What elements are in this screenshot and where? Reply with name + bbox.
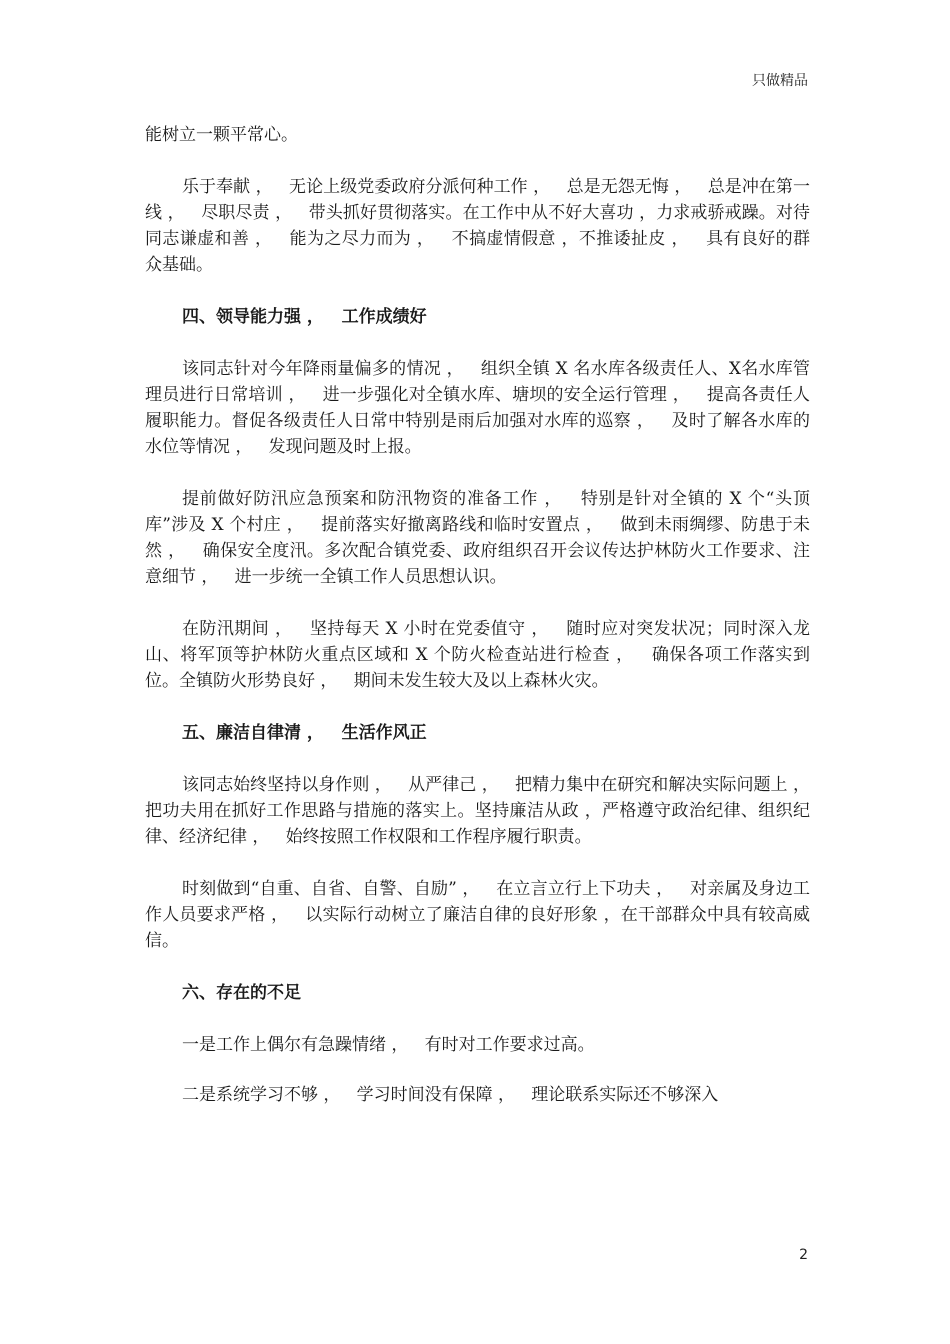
section-heading-6: 六、存在的不足 bbox=[182, 983, 301, 1003]
section-heading-5: 五、廉洁自律清 ， 生活作风正 bbox=[182, 723, 427, 743]
paragraph-flood-duty: 在防汛期间 ， 坚持每天 X 小时在党委值守 ， 随时应对突发状况；同时深入龙山、将军顶等护林防火重点区域和 X 个防火检查站进行检查 ， 确保各项工作落实到位。全镇防火形势良好 ， 期间未发生较大及以上森林火灾。 bbox=[145, 619, 810, 691]
paragraph-reservoir-training: 该同志针对今年降雨量偏多的情况 ， 组织全镇 X 名水库各级责任人、X名水库管理员进行日常培训 ， 进一步强化对全镇水库、塘坝的安全运行管理 ， 提高各责任人履职能力。督促各级责任人日常中特别是雨后加强对水库的巡察 ， 及时了解各水库的水位等情况 ， 发现问题及时上报。 bbox=[145, 359, 810, 457]
page-number: 2 bbox=[799, 1247, 808, 1263]
section-heading-4: 四、领导能力强 ， 工作成绩好 bbox=[182, 307, 427, 327]
paragraph-self-discipline: 该同志始终坚持以身作则 ， 从严律己 ， 把精力集中在研究和解决实际问题上 ， 把功夫用在抓好工作思路与措施的落实上。坚持廉洁从政 ，严格遵守政治纪律、组织纪律、经济纪律 ， 始终按照工作权限和工作程序履行职责。 bbox=[145, 775, 827, 847]
paragraph-integrity: 时刻做到“自重、自省、自警、自励” ， 在立言立行上下功夫 ， 对亲属及身边工作人员要求严格 ， 以实际行动树立了廉洁自律的良好形象 ，在干部群众中具有较高威信。 bbox=[145, 879, 810, 951]
page-header: 只做精品 bbox=[752, 73, 808, 89]
paragraph-shortcoming-1: 一是工作上偶尔有急躁情绪 ， 有时对工作要求过高。 bbox=[182, 1035, 595, 1055]
paragraph-shortcoming-2: 二是系统学习不够 ， 学习时间没有保障 ， 理论联系实际还不够深入 bbox=[182, 1085, 719, 1105]
paragraph-dedication: 乐于奉献 ， 无论上级党委政府分派何种工作 ， 总是无怨无悔 ， 总是冲在第一线 ， 尽职尽责 ， 带头抓好贯彻落实。在工作中从不好大喜功 ，力求戒骄戒躁。对待同志谦虚和善 ， 能为之尽力而为 ， 不搞虚情假意 ，不推诿扯皮 ， 具有良好的群众基础。 bbox=[145, 177, 810, 275]
paragraph-continuation: 能树立一颗平常心。 bbox=[145, 125, 298, 145]
document-body bbox=[145, 122, 827, 1108]
paragraph-flood-prevention: 提前做好防汛应急预案和防汛物资的准备工作 ， 特别是针对全镇的 X 个“头顶库”涉及 X 个村庄 ， 提前落实好撤离路线和临时安置点 ， 做到未雨绸缪、防患于未然 ， 确保安全度汛。多次配合镇党委、政府组织召开会议传达护林防火工作要求、注意细节 ， 进一步统一全镇工作人员思想认识。 bbox=[145, 489, 810, 587]
